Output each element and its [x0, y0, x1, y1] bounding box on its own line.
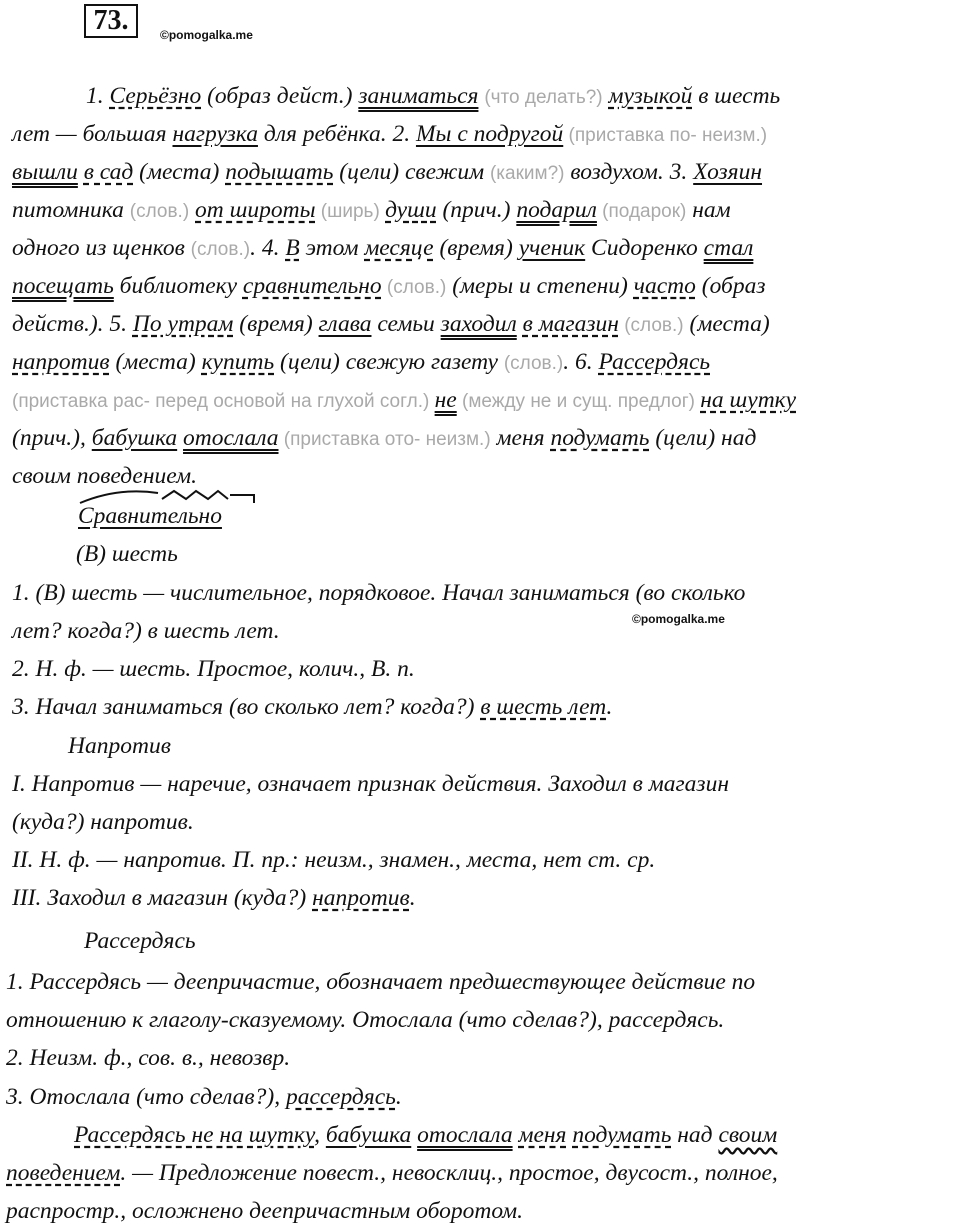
- text-line-11: своим поведением.: [12, 463, 197, 489]
- text-line-18: Напротив: [68, 733, 171, 759]
- text-line-21: II. Н. ф. — напротив. П. пр.: неизм., знамен., места, нет ст. ср.: [12, 847, 656, 873]
- text-line-25: отношению к глаголу-сказуемому. Отослала (что сделав?), рассердясь.: [6, 1007, 725, 1033]
- text-line-10: (прич.), бабушка отослала (приставка ото- неизм.) меня подумать (цели) над: [12, 425, 757, 451]
- morph-word-heading: Сравнительно: [78, 497, 954, 535]
- text-line-14: 1. (В) шесть — числительное, порядковое. Начал заниматься (во сколько: [12, 580, 746, 606]
- text-line-19: I. Напротив — наречие, означает признак действия. Заходил в магазин: [12, 771, 729, 797]
- text-line-5: одного из щенков (слов.). 4. В этом месяце (время) ученик Сидоренко стал: [12, 235, 754, 261]
- text-line-15: лет? когда?) в шесть лет.: [12, 618, 280, 644]
- exercise-number: 73.: [84, 4, 138, 38]
- text-line-29: поведением. — Предложение повест., невосклиц., простое, двусост., полное,: [6, 1160, 778, 1186]
- text-line-30: распростр., осложнено деепричастным оборотом.: [6, 1198, 524, 1224]
- text-line-27: 3. Отослала (что сделав?), рассердясь.: [6, 1084, 402, 1110]
- text-line-23: Рассердясь: [84, 928, 196, 954]
- text-line-6: посещать библиотеку сравнительно (слов.) (меры и степени) часто (образ: [12, 273, 766, 299]
- text-line-7: действ.). 5. По утрам (время) глава семьи заходил в магазин (слов.) (места): [12, 311, 770, 337]
- text-line-16: 2. Н. ф. — шесть. Простое, колич., В. п.: [12, 656, 415, 682]
- text-line-17: 3. Начал заниматься (во сколько лет? когда?) в шесть лет.: [12, 694, 613, 720]
- text-line-26: 2. Неизм. ф., сов. в., невозвр.: [6, 1045, 291, 1071]
- text-line-1: 1. Серьёзно (образ дейст.) заниматься (что делать?) музыкой в шесть: [86, 83, 781, 109]
- text-line-8: напротив (места) купить (цели) свежую газету (слов.). 6. Рассердясь: [12, 349, 711, 375]
- text-line-4: питомника (слов.) от широты (ширь) души (прич.) подарил (подарок) нам: [12, 197, 731, 223]
- root-arc-icon: [78, 487, 260, 507]
- text-line-22: III. Заходил в магазин (куда?) напротив.: [12, 885, 416, 911]
- text-line-20: (куда?) напротив.: [12, 809, 194, 835]
- text-line-9: (приставка рас- перед основой на глухой согл.) не (между не и сущ. предлог) на шутку: [12, 387, 797, 413]
- text-line-3: вышли в сад (места) подышать (цели) свежим (каким?) воздухом. 3. Хозяин: [12, 159, 763, 185]
- text-line-2: лет — большая нагрузка для ребёнка. 2. Мы с подругой (приставка по- неизм.): [12, 121, 768, 147]
- text-line-28: Рассердясь не на шутку, бабушка отослала меня подумать над своим: [74, 1122, 778, 1148]
- watermark-2: ©pomogalka.me: [632, 612, 725, 626]
- text-line-24: 1. Рассердясь — деепричастие, обозначает предшествующее действие по: [6, 969, 756, 995]
- watermark: ©pomogalka.me: [160, 28, 253, 42]
- text-line-13: (В) шесть: [76, 541, 178, 567]
